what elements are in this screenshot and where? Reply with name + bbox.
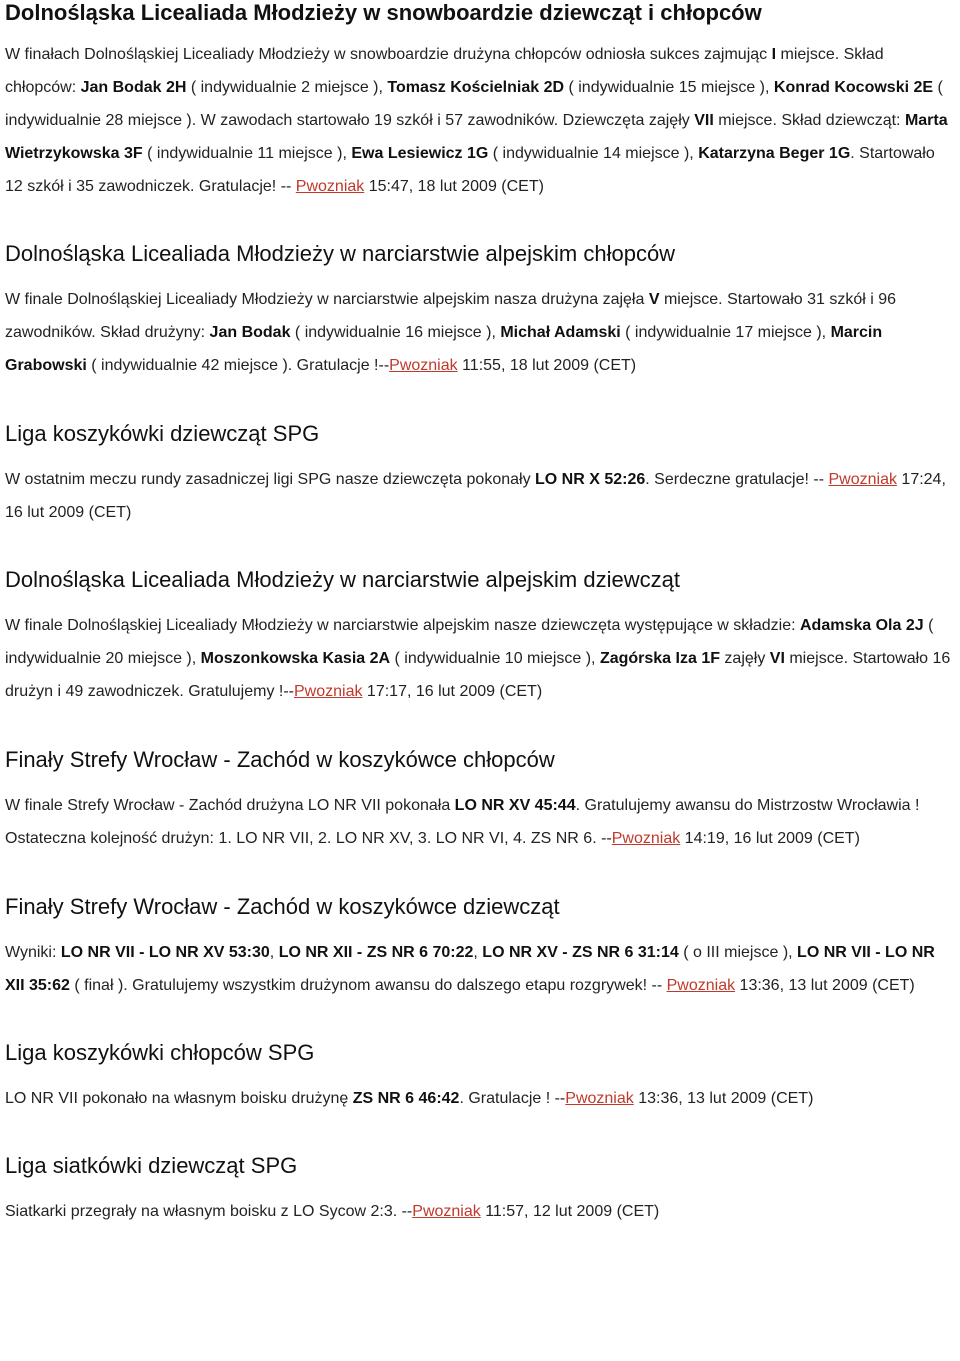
body-text: ( finał ). Gratulujemy wszystkim drużynom awansu do dalszego etapu rozgrywek! -- — [69, 977, 667, 994]
body-text: ( o III miejsce ), — [678, 944, 798, 961]
article-title: Dolnośląska Licealiada Młodzieży w narciarstwie alpejskim chłopców — [5, 241, 676, 266]
article-snowboard — [5, 0, 955, 203]
body-text: ( indywidualnie 2 miejsce ), — [186, 79, 388, 96]
body-text: ( indywidualnie 11 miejsce ), — [142, 145, 352, 162]
bold-text: Jan Bodak 2H — [80, 79, 187, 96]
article-basketball-girls-spg — [5, 421, 955, 529]
bold-text: LO NR XV - ZS NR 6 31:14 — [482, 944, 679, 961]
article-body — [5, 1195, 955, 1228]
article-title: Liga siatkówki dziewcząt SPG — [5, 1153, 298, 1178]
body-text: zajęły — [719, 650, 770, 667]
article-body — [5, 1082, 955, 1115]
body-text: ( indywidualnie 14 miejsce ), — [488, 145, 699, 162]
body-text: miejsce. Startowało 31 szkół i 96 zawodników. Skład drużyny: — [5, 291, 897, 341]
bold-text: Adamska Ola 2J — [800, 617, 924, 634]
body-text: ( indywidualnie 17 miejsce ), — [620, 324, 831, 341]
body-text: miejsce. Startowało 16 drużyn i 49 zawodniczek. Gratulujemy !-- — [5, 650, 951, 700]
body-text: W finale Dolnośląskiej Licealiady Młodzieży w narciarstwie alpejskim nasza drużyna zajęła — [5, 291, 649, 308]
body-text: 13:36, 13 lut 2009 (CET) — [735, 977, 915, 994]
body-text: 15:47, 18 lut 2009 (CET) — [364, 178, 544, 195]
article-zone-finals-boys — [5, 747, 955, 855]
body-text: , — [473, 944, 483, 961]
author-link[interactable]: Pwozniak — [666, 977, 736, 994]
body-text: 11:55, 18 lut 2009 (CET) — [457, 357, 637, 374]
author-link[interactable]: Pwozniak — [611, 830, 681, 847]
body-text: 17:24, 16 lut 2009 (CET) — [5, 471, 946, 521]
body-text: miejsce. Skład dziewcząt: — [713, 112, 905, 129]
bold-text: Katarzyna Beger 1G — [698, 145, 851, 162]
author-link[interactable]: Pwozniak — [565, 1090, 634, 1107]
bold-text: I — [771, 46, 777, 63]
body-text: 14:19, 16 lut 2009 (CET) — [680, 830, 860, 847]
author-link[interactable]: Pwozniak — [412, 1203, 481, 1220]
bold-text: VI — [769, 650, 785, 667]
bold-text: Moszonkowska Kasia 2A — [200, 650, 391, 667]
body-text: ( indywidualnie 10 miejsce ), — [390, 650, 600, 667]
bold-text: V — [648, 291, 660, 308]
body-text: ( indywidualnie 16 miejsce ), — [290, 324, 501, 341]
bold-text: Konrad Kocowski 2E — [773, 79, 934, 96]
body-text: Siatkarki przegrały na własnym boisku z LO Sycow 2:3. -- — [5, 1203, 413, 1220]
article-body — [5, 936, 955, 1002]
body-text: ( indywidualnie 42 miejsce ). Gratulacje !-- — [86, 357, 390, 374]
article-alpine-girls — [5, 567, 955, 708]
author-link[interactable]: Pwozniak — [389, 357, 458, 374]
bold-text: Tomasz Kościelniak 2D — [387, 79, 565, 96]
bold-text: LO NR VII - LO NR XII 35:62 — [5, 944, 935, 994]
article-title: Liga koszykówki chłopców SPG — [5, 1040, 315, 1065]
article-zone-finals-girls — [5, 894, 955, 1002]
article-body — [5, 38, 955, 203]
article-title: Finały Strefy Wrocław - Zachód w koszykówce chłopców — [5, 747, 555, 772]
bold-text: Zagórska Iza 1F — [599, 650, 720, 667]
body-text: . Serdeczne gratulacje! -- — [645, 471, 829, 488]
author-link[interactable]: Pwozniak — [294, 683, 363, 700]
body-text: . Gratulacje ! -- — [459, 1090, 566, 1107]
body-text: ( indywidualnie 20 miejsce ), — [5, 617, 934, 667]
body-text: W finałach Dolnośląskiej Licealiady Młodzieży w snowboardzie drużyna chłopców odniosła sukces zajmując — [5, 46, 772, 63]
article-basketball-boys-spg — [5, 1040, 955, 1115]
article-body — [5, 283, 955, 382]
bold-text: Marta Wietrzykowska 3F — [5, 112, 948, 162]
body-text: 11:57, 12 lut 2009 (CET) — [480, 1203, 660, 1220]
bold-text: Ewa Lesiewicz 1G — [351, 145, 489, 162]
article-title: Finały Strefy Wrocław - Zachód w koszykówce dziewcząt — [5, 894, 560, 919]
article-title: Dolnośląska Licealiada Młodzieży w narciarstwie alpejskim dziewcząt — [5, 567, 680, 592]
article-body — [5, 609, 955, 708]
body-text: miejsce. Skład chłopców: — [5, 46, 884, 96]
body-text: ( indywidualnie 15 miejsce ), — [564, 79, 774, 96]
article-alpine-boys — [5, 241, 955, 382]
bold-text: LO NR VII - LO NR XV 53:30 — [60, 944, 270, 961]
body-text: 17:17, 16 lut 2009 (CET) — [362, 683, 543, 700]
body-text: , — [269, 944, 279, 961]
bold-text: Michał Adamski — [500, 324, 621, 341]
article-title: Liga koszykówki dziewcząt SPG — [5, 421, 320, 446]
bold-text: VII — [694, 112, 714, 129]
article-body — [5, 463, 955, 529]
body-text: 13:36, 13 lut 2009 (CET) — [633, 1090, 814, 1107]
body-text: Wyniki: — [5, 944, 61, 961]
body-text: W finale Strefy Wrocław - Zachód drużyna LO NR VII pokonała — [5, 797, 455, 814]
body-text: ( indywidualnie 28 miejsce ). W zawodach startowało 19 szkół i 57 zawodników. Dziewczęta zajęły — [5, 79, 943, 129]
body-text: . Gratulujemy awansu do Mistrzostw Wrocławia ! Ostateczna kolejność drużyn: 1. LO NR VII, 2. LO NR XV, 3. LO NR VI, 4. ZS NR 6. -- — [5, 797, 920, 847]
body-text: LO NR VII pokonało na własnym boisku drużynę — [5, 1090, 353, 1107]
bold-text: Jan Bodak — [209, 324, 291, 341]
bold-text: LO NR XII - ZS NR 6 70:22 — [278, 944, 474, 961]
article-title: Dolnośląska Licealiada Młodzieży w snowboardzie dziewcząt i chłopców — [5, 0, 762, 25]
article-body — [5, 789, 955, 855]
author-link[interactable]: Pwozniak — [828, 471, 897, 488]
body-text: W finale Dolnośląskiej Licealiady Młodzieży w narciarstwie alpejskim nasze dziewczęta występujące w składzie: — [5, 617, 800, 634]
author-link[interactable]: Pwozniak — [295, 178, 365, 195]
body-text: . Startowało 12 szkół i 35 zawodniczek. Gratulacje! -- — [5, 145, 935, 195]
body-text: W ostatnim meczu rundy zasadniczej ligi SPG nasze dziewczęta pokonały — [5, 471, 536, 488]
bold-text: Marcin Grabowski — [5, 324, 883, 374]
bold-text: LO NR X 52:26 — [535, 471, 646, 488]
article-volleyball-girls-spg — [5, 1153, 955, 1228]
bold-text: LO NR XV 45:44 — [454, 797, 576, 814]
bold-text: ZS NR 6 46:42 — [352, 1090, 460, 1107]
